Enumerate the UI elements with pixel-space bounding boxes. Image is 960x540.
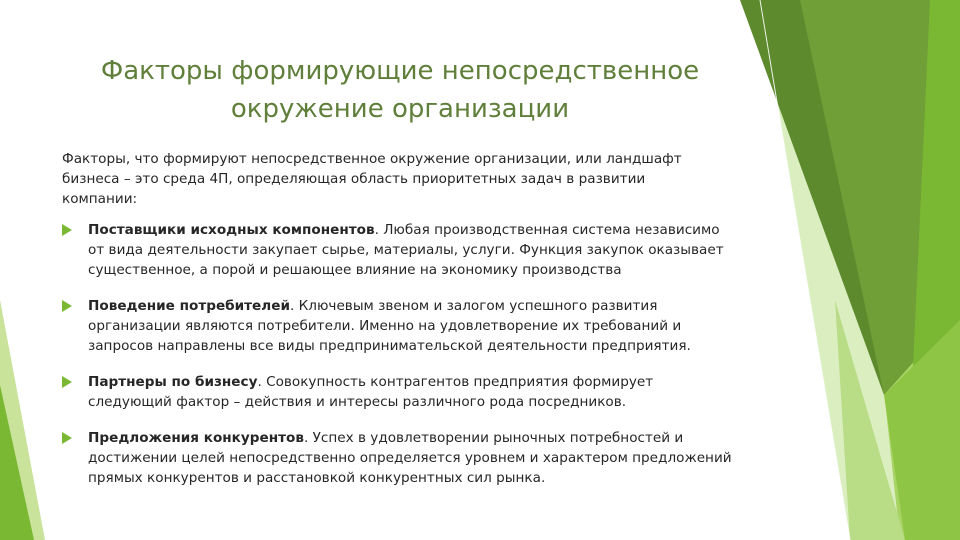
list-item bbox=[62, 372, 732, 412]
list-item bbox=[62, 428, 732, 488]
bullet-term: Партнеры по бизнесу bbox=[88, 374, 258, 390]
triangle-bullet-icon bbox=[62, 376, 72, 388]
list-item bbox=[62, 220, 732, 280]
triangle-bullet-icon bbox=[62, 432, 72, 444]
bullet-text: . Ключевым звеном и залогом успешного развития организации являются потребители. Именно на удовлетворение их требований и запросов направлены все виды предпринимательской деятельности предприятия. bbox=[88, 298, 691, 354]
triangle-bullet-icon bbox=[62, 300, 72, 312]
list-item bbox=[62, 296, 732, 356]
bullet-term: Поведение потребителей bbox=[88, 298, 290, 314]
bullet-term: Предложения конкурентов bbox=[88, 430, 304, 446]
triangle-bullet-icon bbox=[62, 224, 72, 236]
bullet-term: Поставщики исходных компонентов bbox=[88, 222, 375, 238]
bullet-text: . Успех в удовлетворении рыночных потребностей и достижении целей непосредственно определяется уровнем и характером предложений прямых конкурентов и расстановкой конкурентных сил рынка. bbox=[88, 430, 732, 486]
slide-title bbox=[40, 52, 760, 128]
title-line: Факторы формирующие непосредственное bbox=[100, 56, 700, 86]
bullet-text: . Совокупность контрагентов предприятия формирует следующий фактор – действия и интересы различного рода посредников. bbox=[88, 374, 654, 410]
title-line: окружение организации bbox=[230, 94, 570, 124]
factor-list bbox=[62, 220, 732, 488]
intro-paragraph: Факторы, что формируют непосредственное окружение организации, или ландшафт бизнеса – это среда 4П, определяющая область приоритетных задач в развитии компании: bbox=[62, 151, 682, 207]
bullet-text: . Любая производственная система независимо от вида деятельности закупает сырье, материалы, услуги. Функция закупок оказывает существенное, а порой и решающее влияние на экономику производства bbox=[88, 222, 724, 278]
